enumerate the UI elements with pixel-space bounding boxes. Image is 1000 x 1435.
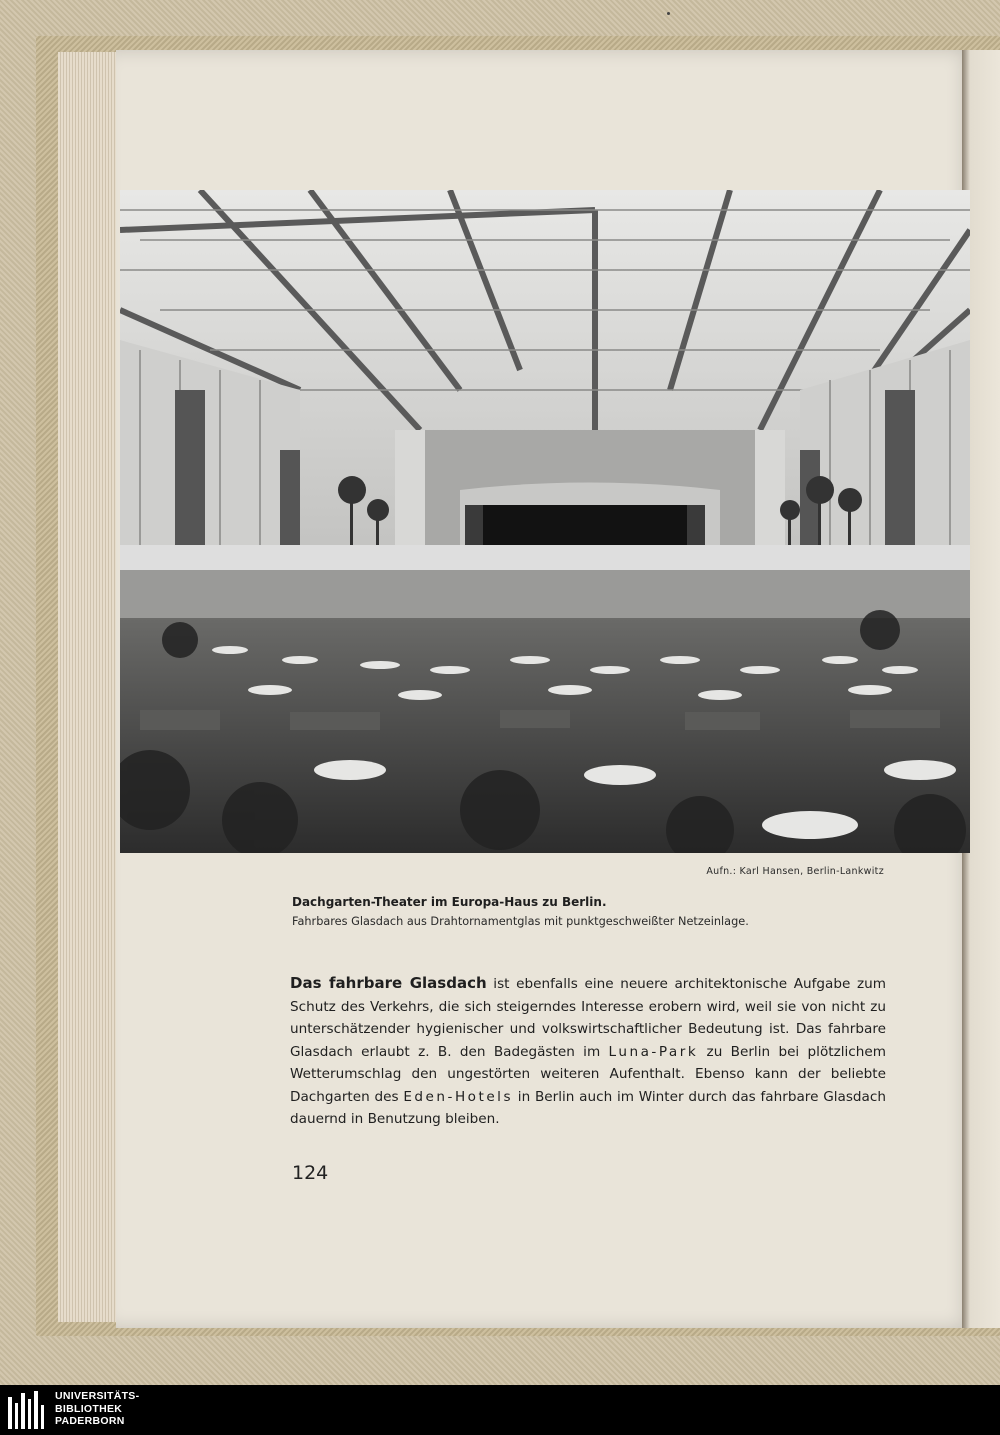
caption-subtitle: Fahrbares Glasdach aus Drahtornamentglas mit punktgeschweißter Netzeinlage. xyxy=(292,915,749,928)
page-number: 124 xyxy=(292,1162,329,1184)
library-name xyxy=(55,1390,139,1428)
theater-photograph xyxy=(120,190,970,853)
body-lead: Das fahrbare Glasdach xyxy=(290,974,487,992)
body-text-part1: ist ebenfalls eine neuere architektonische Aufgabe zum Schutz des Verkehrs, die sich steigerndes Interesse erobern wird, weil sie von nicht zu unterschätzender hygienischer und volkswirtschaftlicher Bedeutung ist. Das fahrbare Glasdach erlaubt z. B. den Badegästen im xyxy=(290,976,886,1060)
body-luna-park: Luna-Park xyxy=(608,1043,699,1060)
library-name-line1: UNIVERSITÄTS- xyxy=(55,1390,140,1402)
photo-rendering xyxy=(120,190,970,853)
library-logo-icon xyxy=(8,1391,48,1429)
body-text-part3: in Berlin auch im Winter durch das fahrbare Glasdach dauernd in Benutzung bleiben. xyxy=(290,1088,886,1127)
caption-title: Dachgarten-Theater im Europa-Haus zu Berlin. xyxy=(292,895,607,909)
library-name-line3: PADERBORN xyxy=(55,1415,125,1427)
library-footer xyxy=(0,1385,1000,1435)
library-name-line2: BIBLIOTHEK xyxy=(55,1402,123,1415)
body-text-part2: zu Berlin bei plötzlichem Wetterumschlag den ungestörten weiteren Aufenthalt. Ebenso kann der beliebte Dachgarten des xyxy=(290,1043,886,1105)
dust-speck xyxy=(667,12,670,15)
body-eden-hotels: Eden-Hotels xyxy=(403,1088,514,1105)
photo-credit: Aufn.: Karl Hansen, Berlin-Lankwitz xyxy=(706,866,884,877)
body-paragraph xyxy=(290,972,886,1131)
page-edges xyxy=(58,52,120,1322)
